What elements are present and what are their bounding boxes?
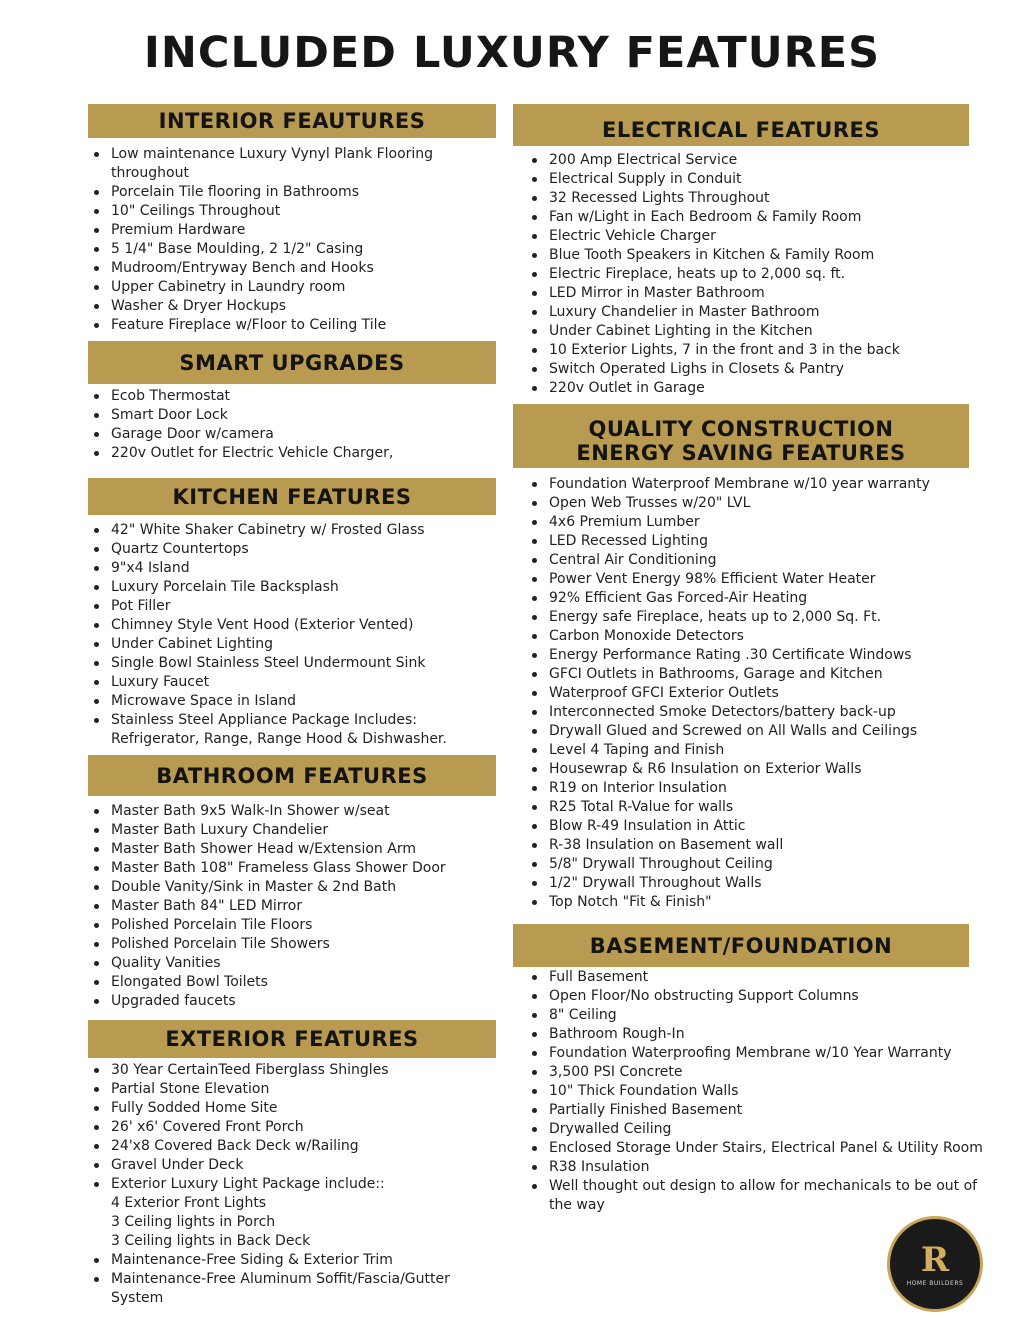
list-item: Open Web Trusses w/20" LVL	[526, 494, 969, 513]
list-item: Garage Door w/camera	[88, 425, 496, 444]
list-item: Upper Cabinetry in Laundry room	[88, 278, 496, 297]
list-item: Fan w/Light in Each Bedroom & Family Room	[526, 208, 969, 227]
list-item: Chimney Style Vent Hood (Exterior Vented)	[88, 616, 496, 635]
list-item: Pot Filler	[88, 597, 496, 616]
section-header	[513, 924, 969, 967]
list-item: Gravel Under Deck	[88, 1156, 496, 1175]
list-item: Mudroom/Entryway Bench and Hooks	[88, 259, 496, 278]
list-item: Microwave Space in Island	[88, 692, 496, 711]
kitchen-features-section	[88, 478, 496, 749]
list-item: 10" Thick Foundation Walls	[526, 1082, 1006, 1101]
list-item: R25 Total R-Value for walls	[526, 798, 969, 817]
list-item: R38 Insulation	[526, 1158, 1006, 1177]
bathroom-features-section	[88, 755, 496, 1011]
section-title-line: BATHROOM FEATURES	[156, 763, 428, 788]
list-item: LED Mirror in Master Bathroom	[526, 284, 969, 303]
list-item: Polished Porcelain Tile Floors	[88, 916, 496, 935]
list-item: Quality Vanities	[88, 954, 496, 973]
section-title-line: ENERGY SAVING FEATURES	[576, 441, 906, 465]
builder-logo	[887, 1216, 983, 1312]
list-item: Maintenance-Free Siding & Exterior Trim	[88, 1251, 496, 1270]
list-item: Stainless Steel Appliance Package Includes:	[88, 711, 496, 730]
list-item: Electrical Supply in Conduit	[526, 170, 969, 189]
list-item: Exterior Luxury Light Package include::	[88, 1175, 496, 1194]
list-item: 32 Recessed Lights Throughout	[526, 189, 969, 208]
list-item-continuation: System	[111, 1290, 164, 1306]
list-item: 10 Exterior Lights, 7 in the front and 3 in the back	[526, 341, 969, 360]
list-item: LED Recessed Lighting	[526, 532, 969, 551]
list-item: Fully Sodded Home Site	[88, 1099, 496, 1118]
page-title: INCLUDED LUXURY FEATURES	[143, 28, 881, 78]
section-title-line: INTERIOR FEAUTURES	[158, 109, 426, 133]
list-item: Luxury Porcelain Tile Backsplash	[88, 578, 496, 597]
list-item: Bathroom Rough-In	[526, 1025, 1006, 1044]
list-item: Electric Fireplace, heats up to 2,000 sq. ft.	[526, 265, 969, 284]
list-item: Energy safe Fireplace, heats up to 2,000 Sq. Ft.	[526, 608, 969, 627]
list-item: Ecob Thermostat	[88, 387, 496, 406]
list-item: Quartz Countertops	[88, 540, 496, 559]
list-item-continuation: Refrigerator, Range, Range Hood & Dishwasher.	[111, 731, 447, 747]
list-item: Blow R-49 Insulation in Attic	[526, 817, 969, 836]
list-item: Energy Performance Rating .30 Certificate Windows	[526, 646, 969, 665]
list-item: Power Vent Energy 98% Efficient Water Heater	[526, 570, 969, 589]
list-item: 9"x4 Island	[88, 559, 496, 578]
list-item: Central Air Conditioning	[526, 551, 969, 570]
list-item: Elongated Bowl Toilets	[88, 973, 496, 992]
list-item: R-38 Insulation on Basement wall	[526, 836, 969, 855]
list-item: Enclosed Storage Under Stairs, Electrical Panel & Utility Room	[526, 1139, 1006, 1158]
list-item: 220v Outlet for Electric Vehicle Charger,	[88, 444, 496, 463]
list-item: 5 1/4" Base Moulding, 2 1/2" Casing	[88, 240, 496, 259]
feature-list	[88, 521, 496, 749]
list-item: Luxury Chandelier in Master Bathroom	[526, 303, 969, 322]
list-item: Master Bath Luxury Chandelier	[88, 821, 496, 840]
list-item: 5/8" Drywall Throughout Ceiling	[526, 855, 969, 874]
feature-list	[88, 1061, 496, 1308]
logo-mark: R	[920, 1239, 950, 1280]
list-item: Master Bath Shower Head w/Extension Arm	[88, 840, 496, 859]
list-item: Porcelain Tile flooring in Bathrooms	[88, 183, 496, 202]
interior-features-section	[88, 104, 496, 335]
list-item: 42" White Shaker Cabinetry w/ Frosted Glass	[88, 521, 496, 540]
feature-list	[88, 145, 496, 335]
section-title-line: KITCHEN FEATURES	[172, 484, 412, 509]
section-header	[88, 755, 496, 796]
list-item: Carbon Monoxide Detectors	[526, 627, 969, 646]
feature-list	[88, 387, 496, 463]
list-item-continuation: 4 Exterior Front Lights	[111, 1195, 267, 1211]
list-item: Level 4 Taping and Finish	[526, 741, 969, 760]
list-item: 24'x8 Covered Back Deck w/Railing	[88, 1137, 496, 1156]
list-item: Smart Door Lock	[88, 406, 496, 425]
list-item: Waterproof GFCI Exterior Outlets	[526, 684, 969, 703]
list-item: Low maintenance Luxury Vynyl Plank Flooring	[88, 145, 496, 164]
list-item-continuation: the way	[549, 1197, 605, 1213]
list-item: Open Floor/No obstructing Support Columns	[526, 987, 1006, 1006]
section-title-line: ELECTRICAL FEATURES	[602, 118, 880, 142]
smart-upgrades-section	[88, 341, 496, 463]
list-item: Luxury Faucet	[88, 673, 496, 692]
section-header	[88, 341, 496, 384]
list-item: Top Notch "Fit & Finish"	[526, 893, 969, 912]
list-item: Washer & Dryer Hockups	[88, 297, 496, 316]
list-item: Electric Vehicle Charger	[526, 227, 969, 246]
list-item: Partial Stone Elevation	[88, 1080, 496, 1099]
electrical-features-section	[513, 104, 969, 398]
list-item: Master Bath 9x5 Walk-In Shower w/seat	[88, 802, 496, 821]
list-item: 220v Outlet in Garage	[526, 379, 969, 398]
section-title-line: SMART UPGRADES	[179, 350, 405, 375]
list-item: 92% Efficient Gas Forced-Air Heating	[526, 589, 969, 608]
list-item: Feature Fireplace w/Floor to Ceiling Tile	[88, 316, 496, 335]
section-title-line: BASEMENT/FOUNDATION	[589, 933, 893, 958]
list-item: 4x6 Premium Lumber	[526, 513, 969, 532]
basement-foundation-section	[513, 924, 983, 1215]
list-item: Partially Finished Basement	[526, 1101, 1006, 1120]
list-item: Double Vanity/Sink in Master & 2nd Bath	[88, 878, 496, 897]
list-item: Polished Porcelain Tile Showers	[88, 935, 496, 954]
list-item: Foundation Waterproof Membrane w/10 year warranty	[526, 475, 969, 494]
list-item: 10" Ceilings Throughout	[88, 202, 496, 221]
quality-construction-section	[513, 404, 969, 912]
list-item: Interconnected Smoke Detectors/battery back-up	[526, 703, 969, 722]
list-item: 200 Amp Electrical Service	[526, 151, 969, 170]
list-item: Under Cabinet Lighting in the Kitchen	[526, 322, 969, 341]
list-item: Under Cabinet Lighting	[88, 635, 496, 654]
list-item: Switch Operated Lighs in Closets & Pantry	[526, 360, 969, 379]
list-item: Master Bath 108" Frameless Glass Shower Door	[88, 859, 496, 878]
list-item-continuation: 3 Ceiling lights in Back Deck	[111, 1233, 311, 1249]
list-item: Foundation Waterproofing Membrane w/10 Year Warranty	[526, 1044, 1006, 1063]
section-title-line: QUALITY CONSTRUCTION	[588, 417, 894, 441]
logo-text: HOME BUILDERS	[906, 1279, 964, 1287]
feature-list	[513, 475, 969, 912]
list-item: Premium Hardware	[88, 221, 496, 240]
list-item: Housewrap & R6 Insulation on Exterior Walls	[526, 760, 969, 779]
list-item: Full Basement	[526, 968, 1006, 987]
section-header	[513, 404, 969, 468]
list-item: 26' x6' Covered Front Porch	[88, 1118, 496, 1137]
feature-list	[88, 802, 496, 1011]
section-header	[88, 478, 496, 515]
section-header	[513, 104, 969, 146]
list-item: Upgraded faucets	[88, 992, 496, 1011]
feature-list	[513, 151, 969, 398]
exterior-features-section	[88, 1020, 496, 1308]
list-item: Blue Tooth Speakers in Kitchen & Family Room	[526, 246, 969, 265]
list-item: Drywall Glued and Screwed on All Walls and Ceilings	[526, 722, 969, 741]
section-header	[88, 1020, 496, 1058]
list-item: R19 on Interior Insulation	[526, 779, 969, 798]
section-title-line: EXTERIOR FEATURES	[165, 1027, 419, 1051]
list-item: Well thought out design to allow for mechanicals to be out of	[526, 1177, 1006, 1196]
list-item: 8" Ceiling	[526, 1006, 1006, 1025]
list-item: Drywalled Ceiling	[526, 1120, 1006, 1139]
list-item-continuation: throughout	[111, 165, 189, 181]
list-item: 30 Year CertainTeed Fiberglass Shingles	[88, 1061, 496, 1080]
list-item: Master Bath 84" LED Mirror	[88, 897, 496, 916]
list-item: 3,500 PSI Concrete	[526, 1063, 1006, 1082]
list-item: 1/2" Drywall Throughout Walls	[526, 874, 969, 893]
section-header	[88, 104, 496, 138]
list-item: GFCI Outlets in Bathrooms, Garage and Kitchen	[526, 665, 969, 684]
list-item: Maintenance-Free Aluminum Soffit/Fascia/Gutter	[88, 1270, 496, 1289]
list-item: Single Bowl Stainless Steel Undermount Sink	[88, 654, 496, 673]
feature-list	[513, 968, 1006, 1215]
list-item-continuation: 3 Ceiling lights in Porch	[111, 1214, 276, 1230]
